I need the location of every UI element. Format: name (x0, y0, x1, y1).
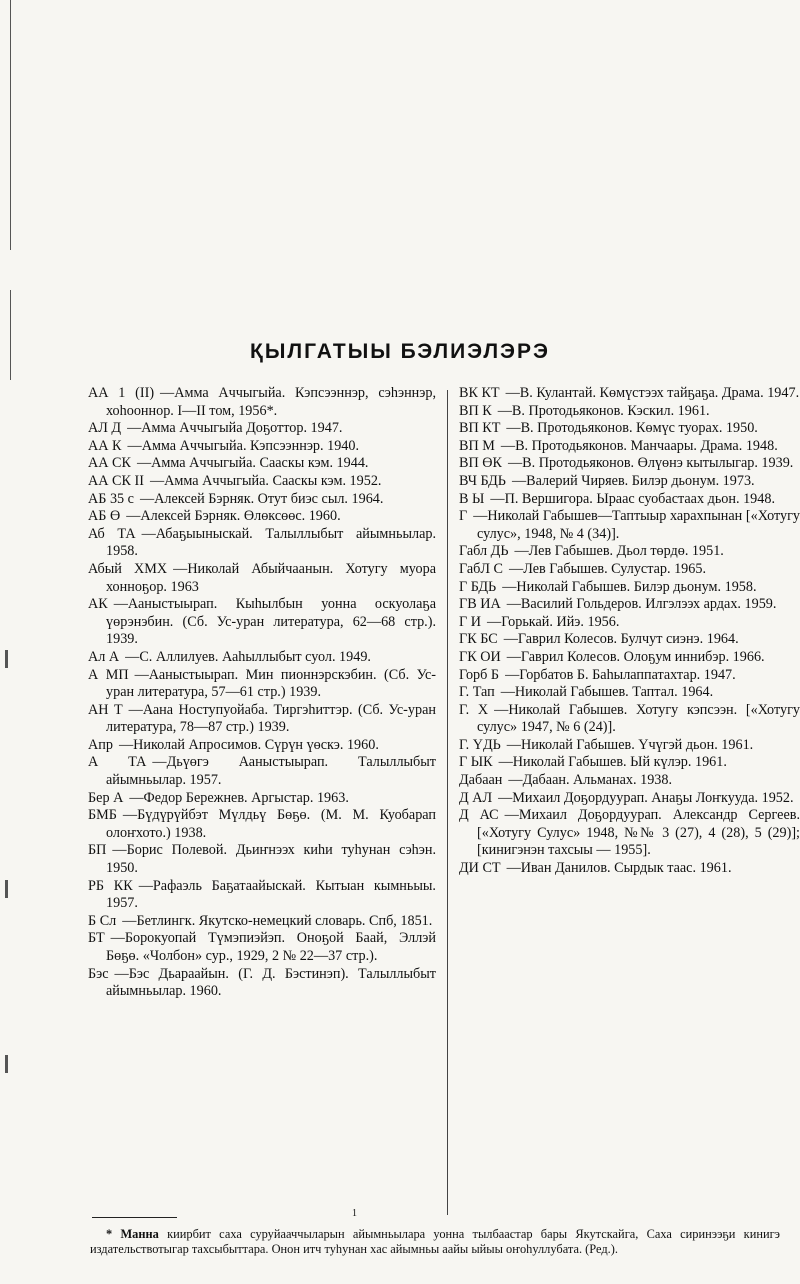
abbreviation-code: Г И (459, 613, 481, 630)
abbreviation-source: —В. Протодьяконов. Өлүөнэ кытылыгар. 1939. (507, 455, 794, 472)
abbreviation-code: Д АС (459, 807, 499, 824)
abbreviation-entry (459, 684, 800, 702)
abbreviation-entry (88, 438, 436, 456)
page-mark: 1 (352, 1208, 357, 1219)
abbreviation-entry (459, 614, 800, 632)
abbreviation-list-right (459, 385, 800, 878)
abbreviation-entry (88, 702, 436, 737)
abbreviation-entry (459, 754, 800, 772)
abbreviation-entry (88, 667, 436, 702)
abbreviation-source: —Амма Аччыгыйа. Кэпсээннэр. 1940. (127, 437, 360, 454)
abbreviation-entry (459, 772, 800, 790)
abbreviation-entry (459, 438, 800, 456)
abbreviation-entry (459, 561, 800, 579)
abbreviation-code: ГВ ИА (459, 596, 501, 613)
abbreviation-entry (459, 737, 800, 755)
abbreviation-source: —Борис Полевой. Дьиҥнээх киhи туhунан сэhэн. 1950. (106, 842, 436, 877)
abbreviation-code: Горб Б (459, 666, 500, 683)
abbreviation-entry (88, 930, 436, 965)
abbreviation-source: —Борокуопай Түмэпиэйэп. Оноҕой Баай, Эллэй Бөҕө. «Чолбон» сур., 1929, 2 № 22—37 стр.). (106, 930, 436, 964)
abbreviation-code: БТ (88, 930, 105, 947)
abbreviation-source: —Бүдүрүйбэт Мүлдьү Бөҕө. (М. М. Куобарап олоҥхото.) 1938. (106, 807, 436, 841)
abbreviation-source: —Николай Абыйчаанын. Хотугу муора хонноҕор. 1963 (106, 560, 436, 595)
abbreviation-source: —Лев Габышев. Дьол төрдө. 1951. (514, 543, 724, 560)
abbreviation-entry (459, 491, 800, 509)
abbreviation-source: —Николай Габышев. Хотугу кэпсээн. [«Хотугу сулус» 1947, № 6 (24)]. (477, 701, 800, 736)
abbreviation-source: —Валерий Чиряев. Билэр дьонум. 1973. (511, 472, 755, 489)
abbreviation-code: АА СК II (88, 472, 144, 489)
margin-scan-mark (5, 650, 8, 668)
abbreviation-entry (459, 790, 800, 808)
abbreviation-code: Г (459, 508, 468, 525)
abbreviation-source: —В. Протодьяконов. Кэскил. 1961. (497, 402, 710, 419)
abbreviation-source: —В. Протодьяконов. Көмүс туорах. 1950. (506, 420, 758, 437)
abbreviation-code: ДИ СТ (459, 860, 501, 877)
abbreviation-entry (459, 385, 800, 403)
abbreviation-source: —Дьүөгэ Ааныстыырап. Талыллыбыт айымньылар. 1957. (106, 754, 437, 789)
abbreviation-code: Дабаан (459, 772, 503, 789)
abbreviation-code: РБ КК (88, 877, 133, 894)
abbreviation-source: —Михаил Доҕордуурап. Александр Сергеев. [«Хотугу Сулус» 1948, №№ 3 (27), 4 (28), 5 (29)]; [кинигэнэн тахсыы — 1955]. (477, 807, 800, 859)
abbreviation-entry (88, 649, 436, 667)
abbreviation-code: АА СК (88, 455, 131, 472)
abbreviation-code: ВК КТ (459, 385, 500, 401)
abbreviation-source: —Аана Ноступуойаба. Тиргэhиттэр. (Сб. Ус-уран литература, 78—87 стр.) 1939. (106, 701, 436, 736)
abbreviation-entry (88, 526, 436, 561)
abbreviation-source: —Алексей Бэрняк. Өлөксөөс. 1960. (126, 508, 341, 525)
abbreviation-code: Б Сл (88, 912, 117, 929)
page-title: ҚЫЛГАТЫЫ БЭЛИЭЛЭРЭ (250, 340, 550, 363)
abbreviation-entry (88, 385, 436, 420)
footnote-body: киирбит саха суруйааччыларын айымньылара уонна тылбаастар бары Якутскайга, Саха сиринээҕи кинигэ издательствотыгар тахсыбыттара. Онон итч туhунан хас айымньы аайы ыйыы оҥоhуллубата. (Ред.). (90, 1227, 780, 1256)
abbreviation-list-left (88, 385, 436, 1001)
abbreviation-source: —Николай Апросимов. Сүрүн үөскэ. 1960. (118, 736, 379, 753)
margin-scan-line (10, 0, 11, 250)
abbreviation-code: АБ Ө (88, 508, 121, 525)
abbreviation-source: —Михаил Доҕордуурап. Анаҕы Лоҥкуудa. 1952. (498, 789, 794, 806)
abbreviation-code: ВП КТ (459, 420, 501, 437)
abbreviation-code: ГК ОИ (459, 648, 501, 665)
abbreviation-code: Г БДЬ (459, 578, 497, 595)
abbreviation-source: —Ааныстыырап. Кыhылбын уонна оскуолаҕа үөрэнэбин. (Сб. Ус-уран литература, 62—68 стр.). 1939. (106, 596, 436, 648)
abbreviation-code: Бэс (88, 965, 109, 982)
abbreviation-entry (88, 561, 436, 596)
abbreviation-entry (88, 737, 436, 755)
abbreviation-entry (459, 508, 800, 543)
abbreviation-source: —Дабаан. Альманах. 1938. (508, 772, 673, 789)
margin-scan-line (10, 290, 11, 380)
abbreviation-source: —Василий Гольдеров. Илгэлээх ардах. 1959. (506, 596, 777, 613)
abbreviation-entry (88, 913, 436, 931)
abbreviation-entry (459, 807, 800, 860)
abbreviation-code: АЛ Д (88, 420, 122, 437)
abbreviation-source: —Гаврил Колесов. Олоҕум иннибэр. 1966. (506, 648, 765, 665)
abbreviation-entry (88, 878, 436, 913)
abbreviation-code: ГК БС (459, 631, 498, 648)
abbreviation-source: —Бэс Дьараайын. (Г. Д. Бэстинэп). Талыллыбыт айымньылар. 1960. (106, 965, 436, 1000)
abbreviation-source: —Горбатов Б. Баhылаппатахтар. 1947. (505, 666, 736, 683)
abbreviation-code: Габл ДЬ (459, 543, 509, 560)
abbreviation-source: —Горькай. Ийэ. 1956. (487, 613, 620, 630)
abbreviation-source: —Лев Габышев. Сулустар. 1965. (509, 560, 706, 577)
abbreviation-code: ВЧ БДЬ (459, 472, 506, 489)
abbreviation-entry (88, 491, 436, 509)
abbreviation-entry (88, 508, 436, 526)
abbreviation-source: —Николай Габышев. Билэр дьонум. 1958. (502, 578, 757, 595)
abbreviation-code: АН Т (88, 701, 123, 718)
abbreviation-code: Г. Х (459, 701, 489, 718)
abbreviation-code: АА К (88, 437, 122, 454)
abbreviation-code: АК (88, 596, 108, 613)
abbreviation-code: А ТА (88, 754, 147, 771)
footnote-head: * Манна (106, 1227, 159, 1241)
abbreviation-entry (88, 842, 436, 877)
abbreviation-source: —Рафаэль Баҕатаайыскай. Кытыан кымньыы. 1957. (106, 877, 436, 912)
abbreviation-entry (459, 403, 800, 421)
abbreviation-code: Д АЛ (459, 789, 493, 806)
abbreviation-entry (459, 420, 800, 438)
abbreviation-code: А МП (88, 666, 129, 683)
abbreviation-entry (459, 473, 800, 491)
abbreviation-entry (459, 455, 800, 473)
abbreviation-source: —Николай Габышев—Таптыыр харахпынан [«Хотугу сулус», 1948, № 4 (34)]. (473, 508, 800, 542)
abbreviation-source: —Амма Аччыгыйа. Сааскы кэм. 1952. (149, 472, 382, 489)
abbreviation-code: АБ 35 с (88, 490, 134, 507)
abbreviation-source: —С. Аллилуев. Ааhыллыбыт суол. 1949. (125, 648, 371, 665)
abbreviation-code: Ал А (88, 648, 120, 665)
abbreviation-source: —Амма Аччыгыйа Доҕоттор. 1947. (127, 420, 343, 437)
margin-scan-mark (5, 880, 8, 898)
abbreviation-source: —Гаврил Колесов. Булчут сиэнэ. 1964. (503, 631, 739, 648)
abbreviation-entry (88, 420, 436, 438)
abbreviation-entry (88, 473, 436, 491)
abbreviation-entry (459, 631, 800, 649)
abbreviation-source: —Абаҕыыныскай. Талыллыбыт айымньылар. 1958. (106, 525, 437, 560)
abbreviation-entry (88, 596, 436, 649)
footnote-rule (92, 1217, 177, 1218)
abbreviation-code: БМБ (88, 807, 117, 824)
abbreviation-code: Г ЫК (459, 754, 493, 771)
abbreviation-source: —П. Вершигора. Ыраас суобастаах дьон. 1948. (490, 490, 775, 507)
abbreviation-source: —Николай Габышев. Ый күлэр. 1961. (498, 754, 727, 771)
abbreviation-source: —Иван Данилов. Сырдык таас. 1961. (506, 860, 732, 877)
abbreviation-code: Г. Тап (459, 684, 495, 701)
abbreviation-code: Бер А (88, 789, 124, 806)
abbreviation-code: ВП ӨК (459, 455, 502, 472)
abbreviation-source: —Амма Аччыгыйа. Сааскы кэм. 1944. (136, 455, 369, 472)
abbreviation-code: Абый ХМХ (88, 560, 168, 577)
margin-scan-mark (5, 1055, 8, 1073)
abbreviation-source: —В. Протодьяконов. Манчаары. Драма. 1948. (500, 437, 778, 454)
abbreviation-entry (459, 579, 800, 597)
abbreviation-source: —Ааныстыырап. Мин пионнэрскэбин. (Сб. Ус-уран литература, 57—61 стр.) 1939. (106, 666, 436, 701)
abbreviation-code: ВП М (459, 437, 495, 454)
abbreviation-code: Г. ҮДЬ (459, 736, 501, 753)
abbreviation-entry (459, 702, 800, 737)
abbreviation-code: АА 1 (II) (88, 385, 155, 401)
abbreviation-entry (459, 667, 800, 685)
abbreviation-entry (88, 754, 436, 789)
abbreviation-source: —Николай Габышев. Таптал. 1964. (500, 684, 714, 701)
column-divider (447, 390, 448, 1215)
abbreviation-source: —Николай Габышев. Үчүгэй дьон. 1961. (506, 736, 754, 753)
abbreviation-code: В Ы (459, 490, 485, 507)
abbreviation-entry (459, 649, 800, 667)
abbreviation-code: БП (88, 842, 107, 859)
abbreviation-source: —Федор Бережнев. Аргыстар. 1963. (129, 789, 349, 806)
abbreviation-code: ГабЛ С (459, 560, 503, 577)
abbreviation-entry (459, 543, 800, 561)
abbreviation-source: —В. Кулантай. Көмүстээх тайҕаҕа. Драма. 1947. (505, 385, 800, 401)
abbreviation-code: Аб ТА (88, 525, 136, 542)
abbreviation-source: —Алексей Бэрняк. Отут биэс сыл. 1964. (139, 490, 384, 507)
abbreviation-source: —Амма Аччыгыйа. Кэпсээннэр, сэhэннэр, хоhооннор. I—II том, 1956*. (106, 385, 436, 419)
abbreviation-entry (88, 807, 436, 842)
abbreviation-code: Апр (88, 736, 113, 753)
footnote (90, 1227, 780, 1257)
abbreviation-entry (88, 790, 436, 808)
abbreviation-entry (459, 860, 800, 878)
abbreviation-entry (459, 596, 800, 614)
abbreviation-entry (88, 966, 436, 1001)
abbreviation-source: —Бетлингк. Якутско-немецкий словарь. Спб, 1851. (122, 912, 433, 929)
abbreviation-entry (88, 455, 436, 473)
abbreviation-code: ВП К (459, 402, 492, 419)
